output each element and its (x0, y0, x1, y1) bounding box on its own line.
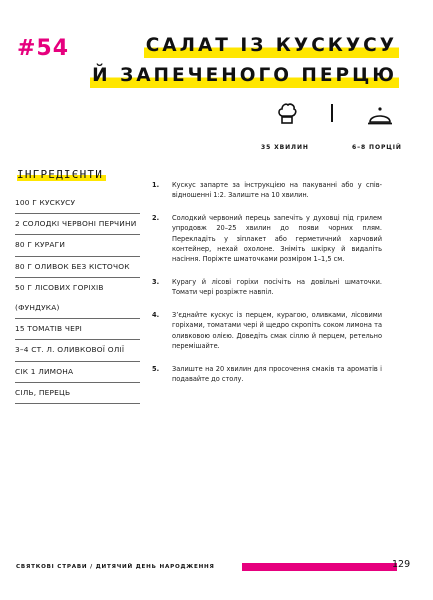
step-number: 3. (152, 278, 160, 287)
recipe-title-line-2: Й ЗАПЕЧЕНОГО ПЕРЦЮ (92, 65, 397, 86)
instruction-step (152, 180, 382, 201)
instruction-step (152, 310, 382, 351)
step-text: Курагу й лісові горіхи посічіть на довільні шматочки. Томати чері розріжте навпіл. (172, 278, 382, 297)
instruction-step (152, 277, 382, 298)
footer-section-title: СВЯТКОВІ СТРАВИ / ДИТЯЧИЙ ДЕНЬ НАРОДЖЕННЯ (16, 564, 215, 570)
ingredient-item: СІК 1 ЛИМОНА (15, 362, 140, 383)
portions: 6–8 ПОРЦІЙ (352, 144, 402, 151)
footer-accent-bar (242, 563, 397, 571)
step-number: 2. (152, 214, 160, 223)
ingredient-item: 2 СОЛОДКІ ЧЕРВОНІ ПЕРЧИНИ (15, 214, 140, 235)
ingredient-item: 80 Г ОЛИВОК БЕЗ КІСТОЧОК (15, 257, 140, 278)
chef-hat-icon (277, 102, 297, 126)
ingredients-heading: ІНГРЕДІЄНТИ (17, 168, 106, 181)
page-number: 129 (392, 559, 411, 570)
serving-dish-icon (367, 106, 393, 126)
step-number: 1. (152, 181, 160, 189)
ingredients-list (15, 193, 140, 404)
step-text: Солодкий червоний перець запечіть у духовці під грилем упродовж 20–25 хвилин до появи чорних плям. Перекладіть у зіплакет або герметичний харчовий контейнер, нехай охолоне. Зніміть шкірку й видаліть насіння. Поріжте шматочками розміром 1–1,5 см. (172, 214, 382, 264)
ingredient-item: 50 Г ЛІСОВИХ ГОРІХІВ (15, 282, 104, 292)
ingredient-item: (ФУНДУКА) (15, 298, 140, 319)
ingredient-item: 100 Г КУСКУСУ (15, 193, 140, 214)
step-number: 5. (152, 364, 160, 373)
ingredient-item: 3–4 СТ. Л. ОЛИВКОВОЇ ОЛІЇ (15, 340, 140, 361)
meta-divider (331, 104, 333, 122)
recipe-title-line-1: САЛАТ ІЗ КУСКУСУ (145, 35, 397, 56)
recipe-number: #54 (17, 36, 70, 61)
instruction-step (152, 213, 382, 264)
ingredient-item: 15 ТОМАТІВ ЧЕРІ (15, 319, 140, 340)
ingredient-item: 80 Г КУРАГИ (15, 235, 140, 256)
step-text: З’єднайте кускус із перцем, курагою, оливками, лісовими горіхами, томатами чері й щедро скропіть соком лимона та оливковою олією. Доведіть смак сіллю й перцем, ретельно перемішайте. (172, 311, 382, 351)
step-text: Кускус запарте за інструкцією на пакуванні або у співвідношенні 1:2. Залиште на 10 хвилин. (172, 181, 382, 200)
step-text: Залиште на 20 хвилин для просочення смаків та ароматів і подавайте до столу. (172, 364, 382, 384)
ingredient-item: СІЛЬ, ПЕРЕЦЬ (15, 383, 140, 404)
prep-time: 35 ХВИЛИН (261, 144, 309, 151)
step-number: 4. (152, 311, 160, 320)
instructions-list (152, 180, 382, 397)
instruction-step (152, 364, 382, 385)
